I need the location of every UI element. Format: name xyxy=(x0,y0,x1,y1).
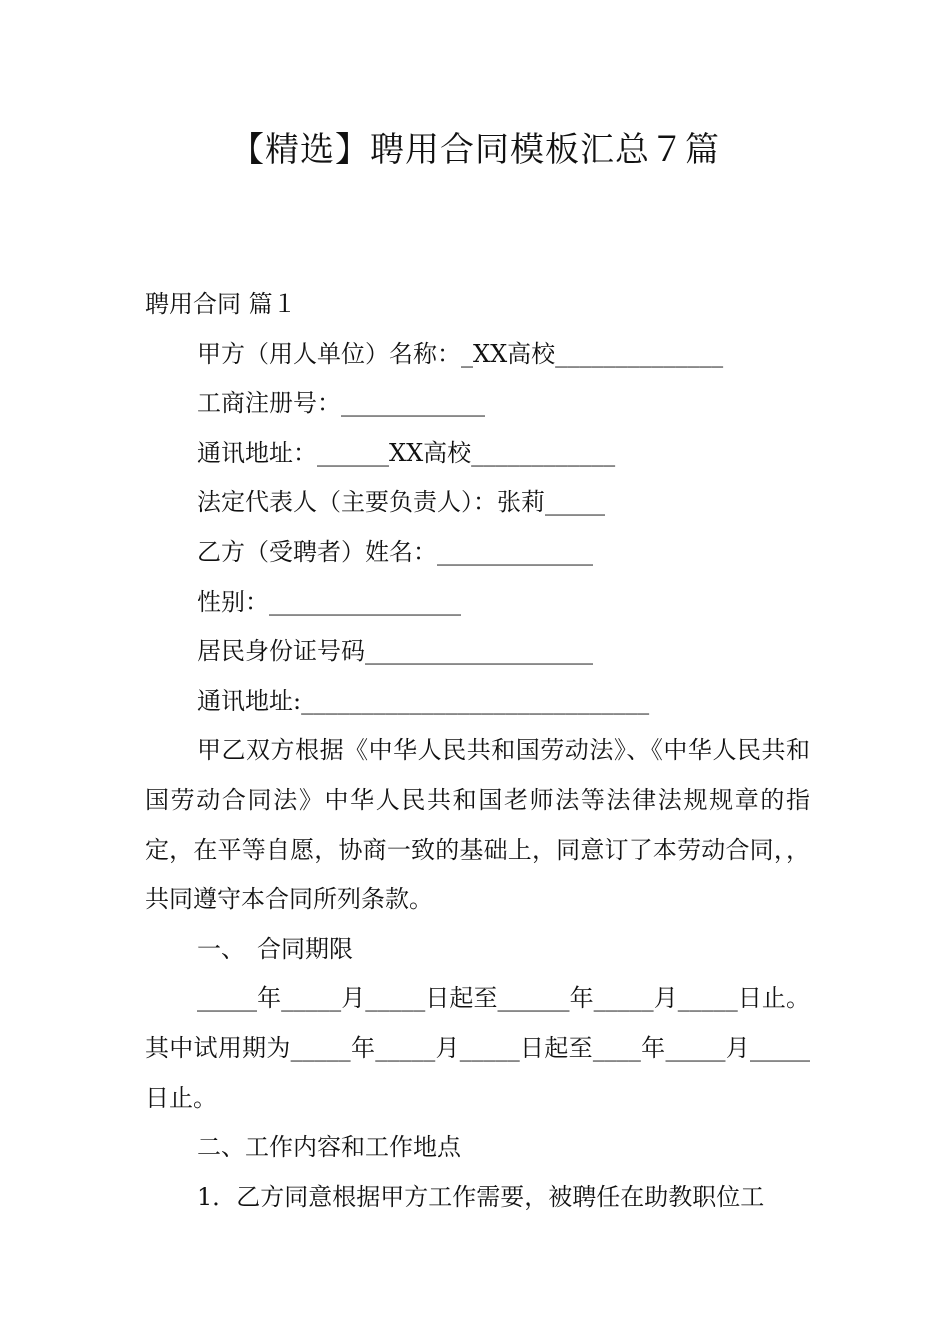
party-b-address-field: 通讯地址:_____________________________ xyxy=(197,686,650,715)
party-a-name-field: 甲方（用人单位）名称：_XX高校______________ xyxy=(197,339,724,368)
clause-2-item-1: 1．乙方同意根据甲方工作需要，被聘任在助教职位工 xyxy=(197,1182,765,1211)
preamble-paragraph: 甲乙双方根据《中华人民共和国劳动法》、《中华人民共和国劳动合同法》中华人民共和国老师法等法律法规规章的指定，在平等自愿，协商一致的基础上，同意订了本劳动合同，，共同遵守本合同所列条款。 xyxy=(145,736,810,914)
document-body xyxy=(145,280,810,1222)
business-registration-field: 工商注册号：____________ xyxy=(197,389,485,418)
clause-1-heading: 一、 合同期限 xyxy=(197,934,353,963)
party-b-name-field: 乙方（受聘者）姓名：_____________ xyxy=(197,537,593,566)
party-a-address-field: 通讯地址：______XX高校____________ xyxy=(197,438,616,467)
legal-representative-field: 法定代表人（主要负责人）：张莉_____ xyxy=(197,488,605,517)
clause-2-heading: 二、工作内容和工作地点 xyxy=(197,1133,461,1162)
clause-1-paragraph: _____年_____月_____日起至______年_____月_____日止。其中试用期为_____年_____月_____日起至____年_____月_____日止。 xyxy=(145,984,810,1112)
document-title: 【精选】聘用合同模板汇总７篇 xyxy=(230,130,720,170)
gender-field: 性别：________________ xyxy=(197,587,461,616)
section-heading: 聘用合同 篇１ xyxy=(145,290,297,318)
id-number-field: 居民身份证号码___________________ xyxy=(197,637,593,666)
